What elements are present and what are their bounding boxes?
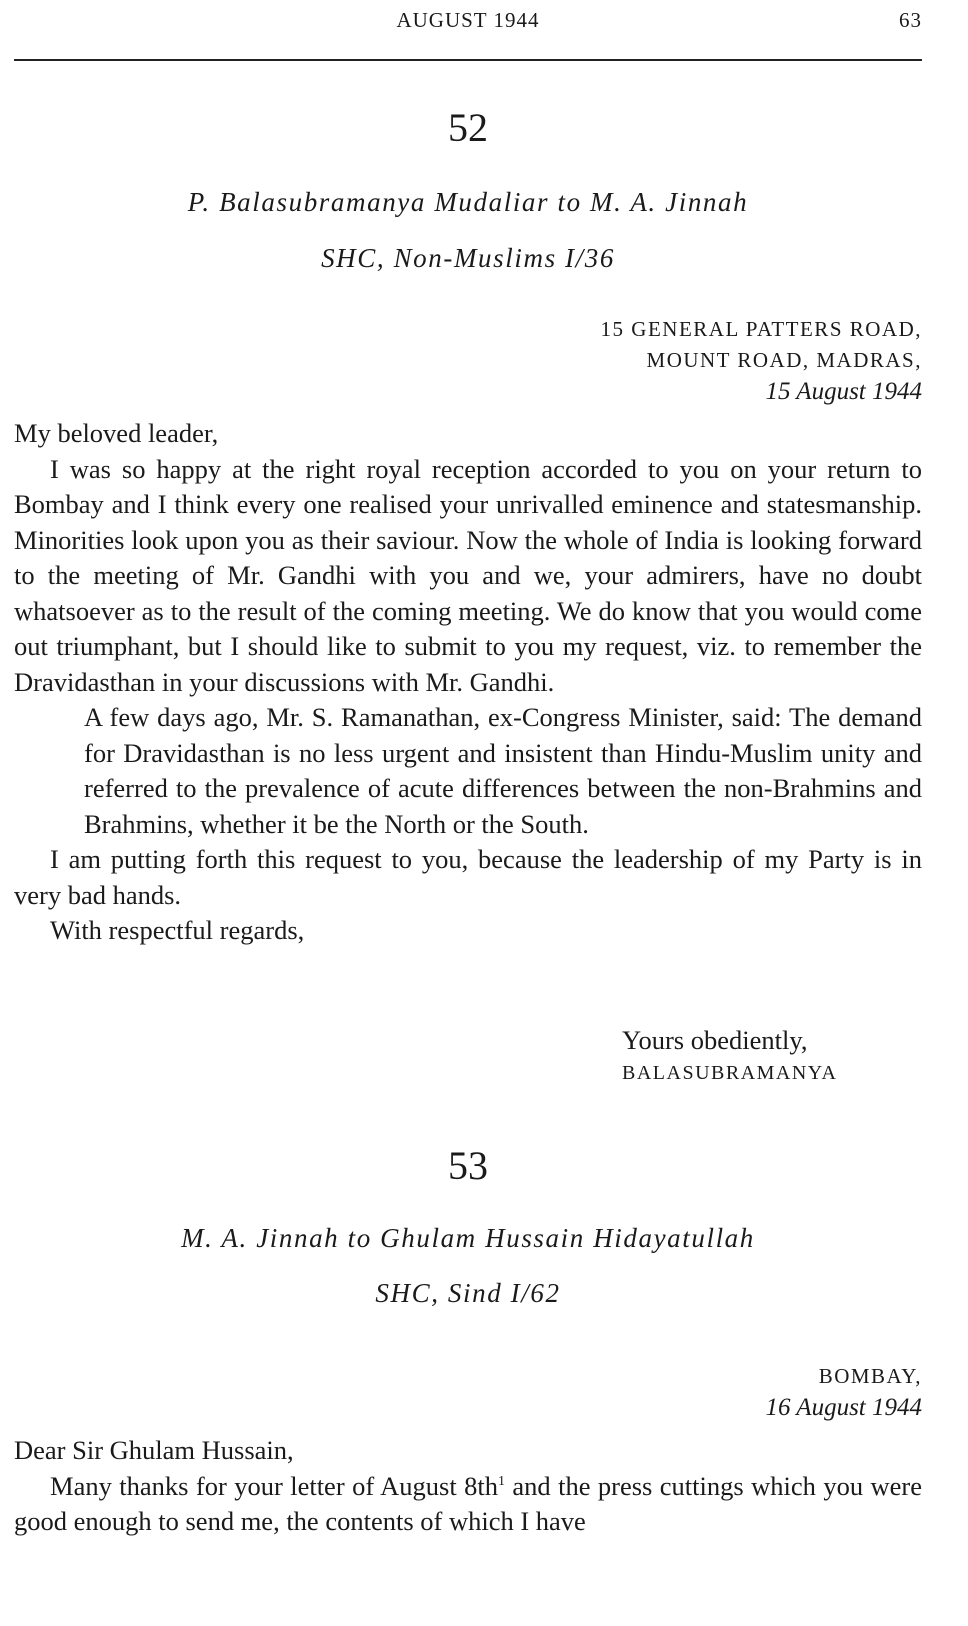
signature: BALASUBRAMANYA xyxy=(622,1062,838,1084)
body-paragraph: I was so happy at the right royal reception accorded to you on your return to Bombay and I think every one realised your unrivalled eminence and statesmanship. Minorities look upon you as their saviour. Now the whole of India is looking forward to the meeting of Mr. Gandhi with you and we, your admirers, have no doubt whatsoever as to the result of the coming meeting. We do know that you would come out triumphant, but I should like to submit to you my request, viz. to remember the Dravidasthan in your discussions with Mr. Gandhi. xyxy=(14,453,922,697)
sender-address xyxy=(322,314,922,407)
body-paragraph xyxy=(14,1469,922,1540)
document-number: 52 xyxy=(448,105,488,150)
document-source: SHC, Non-Muslims I/36 xyxy=(321,243,615,273)
letter-body xyxy=(14,416,922,949)
salutation: Dear Sir Ghulam Hussain, xyxy=(14,1435,294,1465)
letter-body xyxy=(14,1433,922,1540)
document-source: SHC, Sind I/62 xyxy=(375,1278,561,1308)
document-title: P. Balasubramanya Mudaliar to M. A. Jinnah xyxy=(187,187,749,217)
letter-closing xyxy=(622,1024,837,1090)
regards: With respectful regards, xyxy=(50,915,305,945)
letter-date: 16 August 1944 xyxy=(765,1394,922,1421)
running-head-title: AUGUST 1944 xyxy=(396,8,540,32)
document-number: 53 xyxy=(448,1143,488,1188)
body-text-run: and the press cuttings which you were good enough to send me, the contents of which I have xyxy=(14,1470,922,1536)
body-paragraph: I am putting forth this request to you, because the leadership of my Party is in very bad hands. xyxy=(14,844,922,910)
sender-address xyxy=(322,1361,922,1423)
letter-date: 15 August 1944 xyxy=(765,378,922,405)
header-rule xyxy=(14,59,922,61)
document-page xyxy=(14,0,922,1626)
running-head xyxy=(14,8,922,38)
salutation: My beloved leader, xyxy=(14,418,219,448)
complimentary-close: Yours obediently, xyxy=(622,1025,808,1055)
document-title: M. A. Jinnah to Ghulam Hussain Hidayatullah xyxy=(181,1223,755,1253)
footnote-marker[interactable]: 1 xyxy=(497,1473,505,1489)
address-line: MOUNT ROAD, MADRAS, xyxy=(646,348,922,372)
address-line: 15 GENERAL PATTERS ROAD, xyxy=(600,317,922,341)
block-quote: A few days ago, Mr. S. Ramanathan, ex-Congress Minister, said: The demand for Dravidasthan is no less urgent and insistent than Hindu-Muslim unity and referred to the prevalence of acute differences between the non-Brahmins and Brahmins, whether it be the North or the South. xyxy=(84,702,922,839)
body-text-run: Many thanks for your letter of August 8th xyxy=(50,1470,498,1501)
page-number: 63 xyxy=(899,8,922,32)
place: BOMBAY, xyxy=(818,1364,922,1388)
